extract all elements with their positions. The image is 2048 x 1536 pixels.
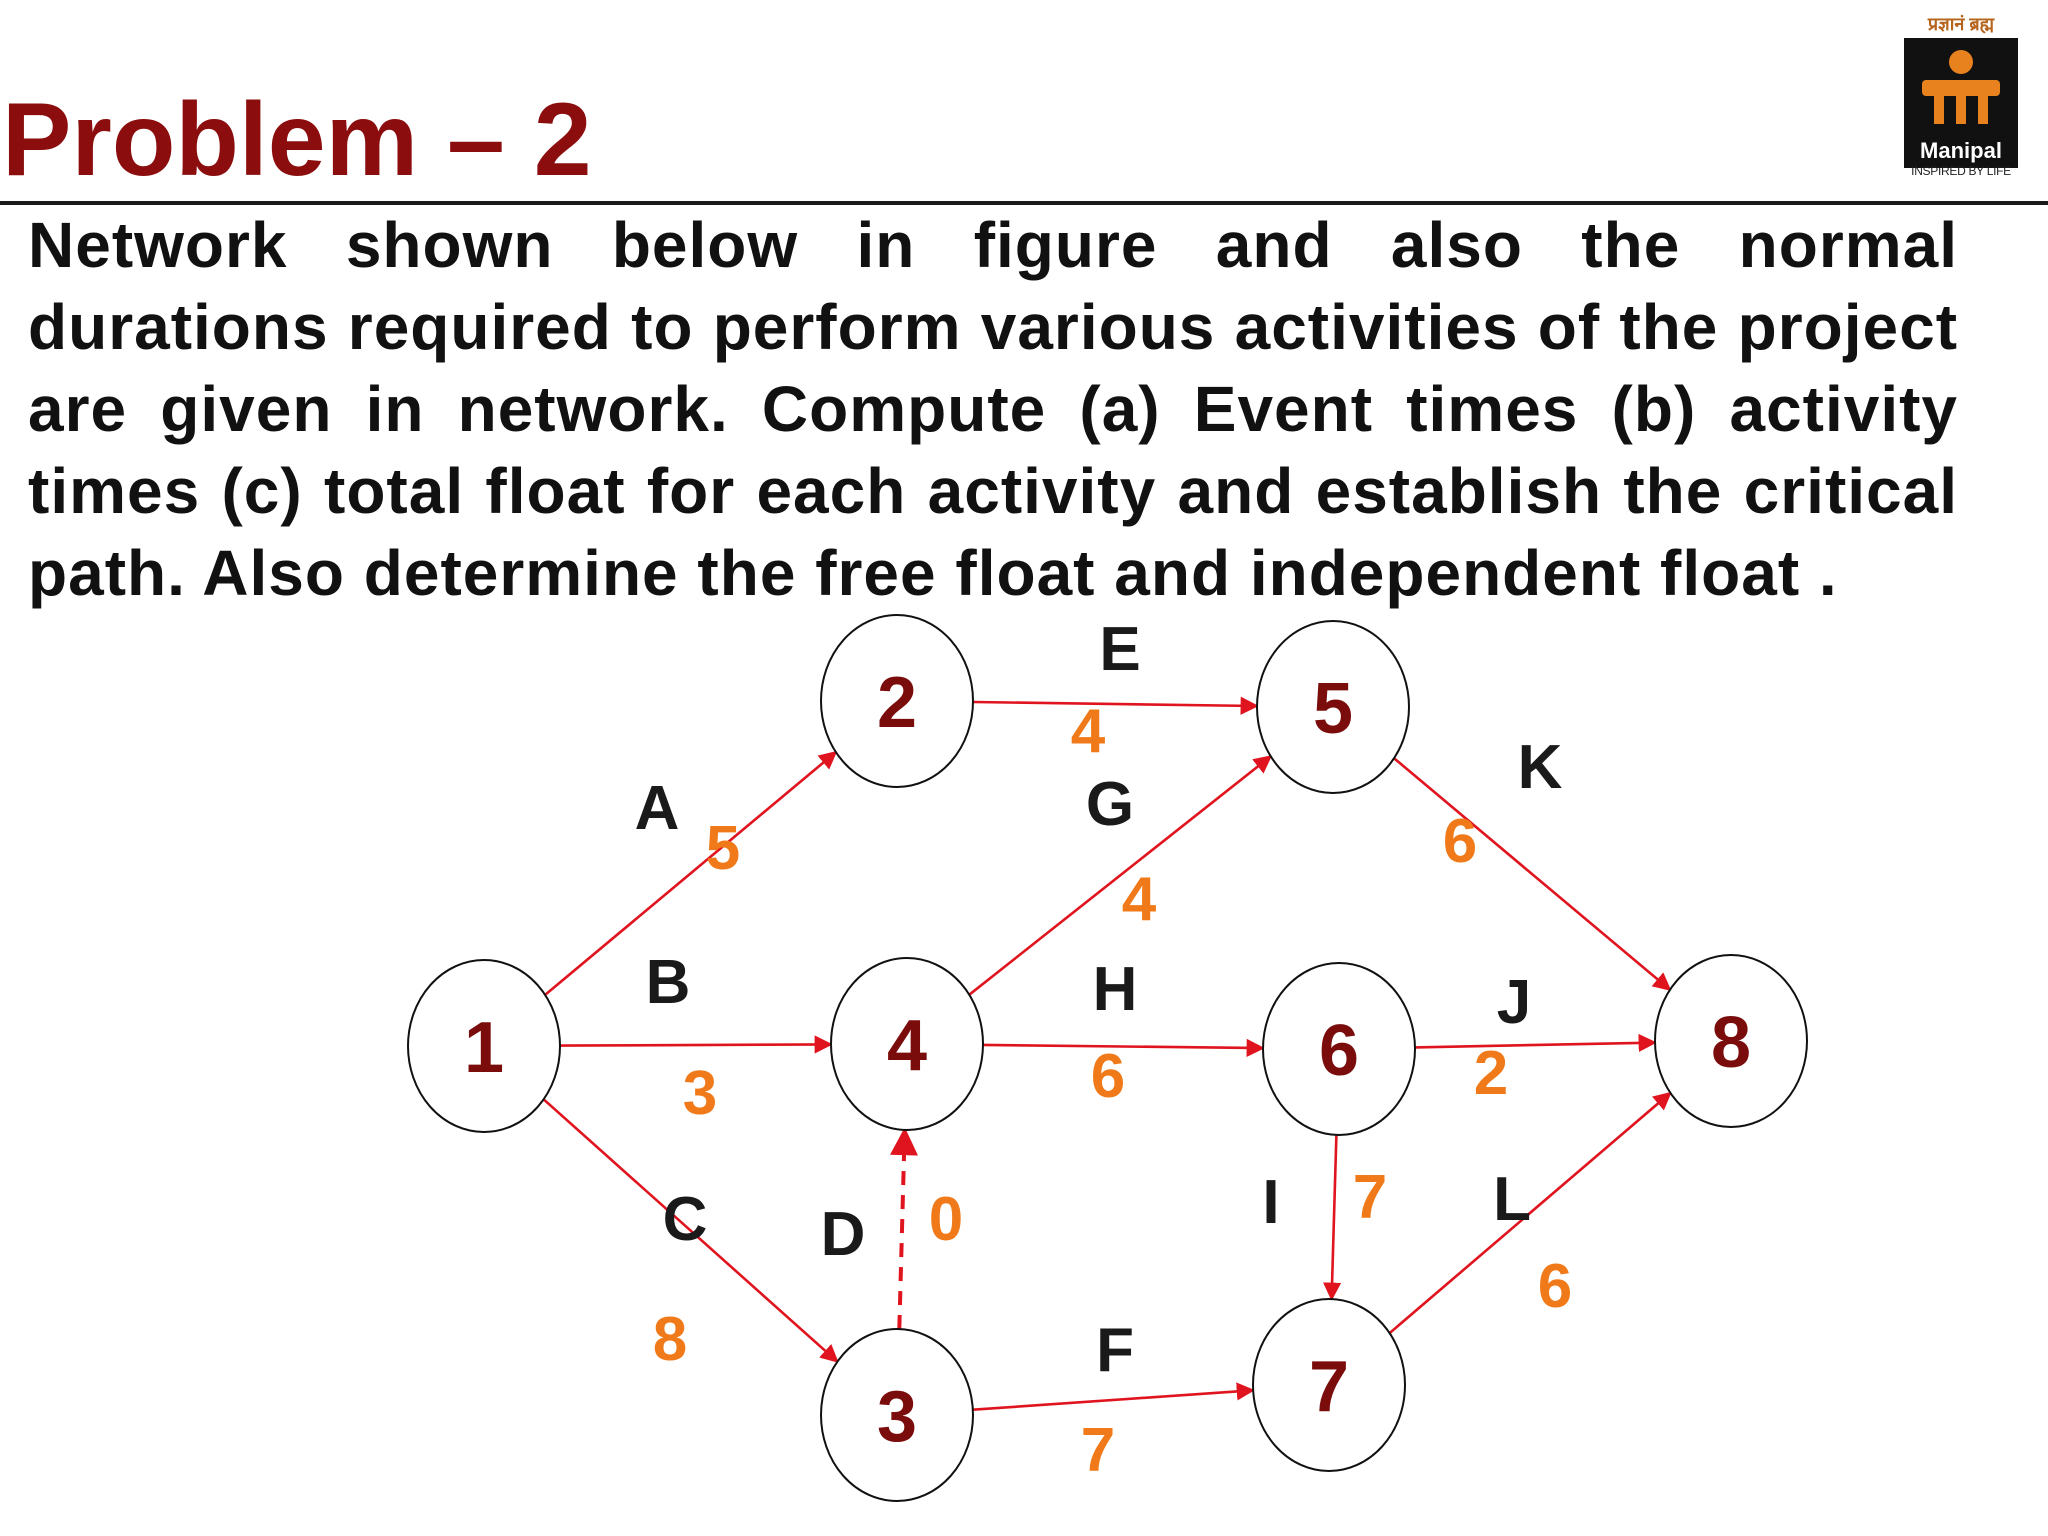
event-node-8 bbox=[1655, 955, 1807, 1127]
activity-duration-a: 5 bbox=[705, 814, 741, 883]
activity-duration-l: 6 bbox=[1537, 1252, 1573, 1321]
activity-arrow-f bbox=[973, 1390, 1253, 1409]
event-node-label: 3 bbox=[876, 1377, 918, 1457]
activity-arrow-b bbox=[560, 1044, 831, 1045]
event-node-3 bbox=[821, 1329, 973, 1501]
event-node-1 bbox=[408, 960, 560, 1132]
event-node-label: 4 bbox=[886, 1006, 928, 1086]
slide-title: Problem – 2 bbox=[2, 82, 592, 198]
problem-statement: Network shown below in figure and also the normal durations required to perform various activities of the project are given in network. Compute (a) Event times (b) activity times (c) total float for each activity and establish the critical path. Also determine the free float and independent float . bbox=[28, 209, 1958, 609]
event-node-label: 2 bbox=[876, 663, 918, 743]
activity-label-i: I bbox=[1262, 1168, 1280, 1237]
activity-duration-h: 6 bbox=[1090, 1042, 1126, 1111]
activity-label-a: A bbox=[634, 774, 680, 843]
activity-arrow-e bbox=[973, 702, 1257, 706]
event-node-label: 5 bbox=[1312, 669, 1354, 749]
activity-arrow-i bbox=[1332, 1135, 1337, 1299]
activity-label-k: K bbox=[1517, 733, 1563, 802]
activity-label-c: C bbox=[662, 1185, 708, 1254]
activity-arrow-d bbox=[899, 1130, 904, 1329]
event-node-label: 1 bbox=[463, 1008, 505, 1088]
event-node-label: 8 bbox=[1710, 1003, 1752, 1083]
activity-label-e: E bbox=[1099, 615, 1141, 684]
event-node-4 bbox=[831, 958, 983, 1130]
activity-label-d: D bbox=[820, 1200, 866, 1269]
logo-tagline-bottom: INSPIRED BY LIFE bbox=[1911, 164, 2011, 178]
activity-duration-c: 8 bbox=[652, 1305, 688, 1374]
activity-label-j: J bbox=[1496, 968, 1532, 1037]
activity-arrow-j bbox=[1415, 1043, 1655, 1048]
event-node-2 bbox=[821, 615, 973, 787]
logo-tagline-top: प्रज्ञानं ब्रह्म bbox=[1927, 14, 1995, 34]
activity-duration-b: 3 bbox=[682, 1059, 718, 1128]
activity-arrow-a bbox=[545, 752, 836, 995]
event-node-label: 7 bbox=[1308, 1347, 1350, 1427]
event-node-7 bbox=[1253, 1299, 1405, 1471]
event-node-5 bbox=[1257, 621, 1409, 793]
activity-duration-e: 4 bbox=[1070, 697, 1106, 766]
event-node-label: 6 bbox=[1318, 1011, 1360, 1091]
activity-label-h: H bbox=[1092, 955, 1138, 1024]
activity-label-b: B bbox=[645, 948, 691, 1017]
event-node-6 bbox=[1263, 963, 1415, 1135]
activity-label-g: G bbox=[1085, 770, 1135, 839]
activity-duration-f: 7 bbox=[1080, 1416, 1116, 1485]
activity-duration-k: 6 bbox=[1442, 807, 1478, 876]
activity-duration-j: 2 bbox=[1473, 1039, 1509, 1108]
activity-label-l: L bbox=[1493, 1165, 1531, 1234]
logo-name: Manipal bbox=[1920, 138, 2002, 163]
activity-duration-i: 7 bbox=[1352, 1163, 1388, 1232]
activity-label-f: F bbox=[1096, 1316, 1134, 1385]
activity-duration-g: 4 bbox=[1121, 865, 1157, 934]
activity-duration-d: 0 bbox=[928, 1185, 964, 1254]
